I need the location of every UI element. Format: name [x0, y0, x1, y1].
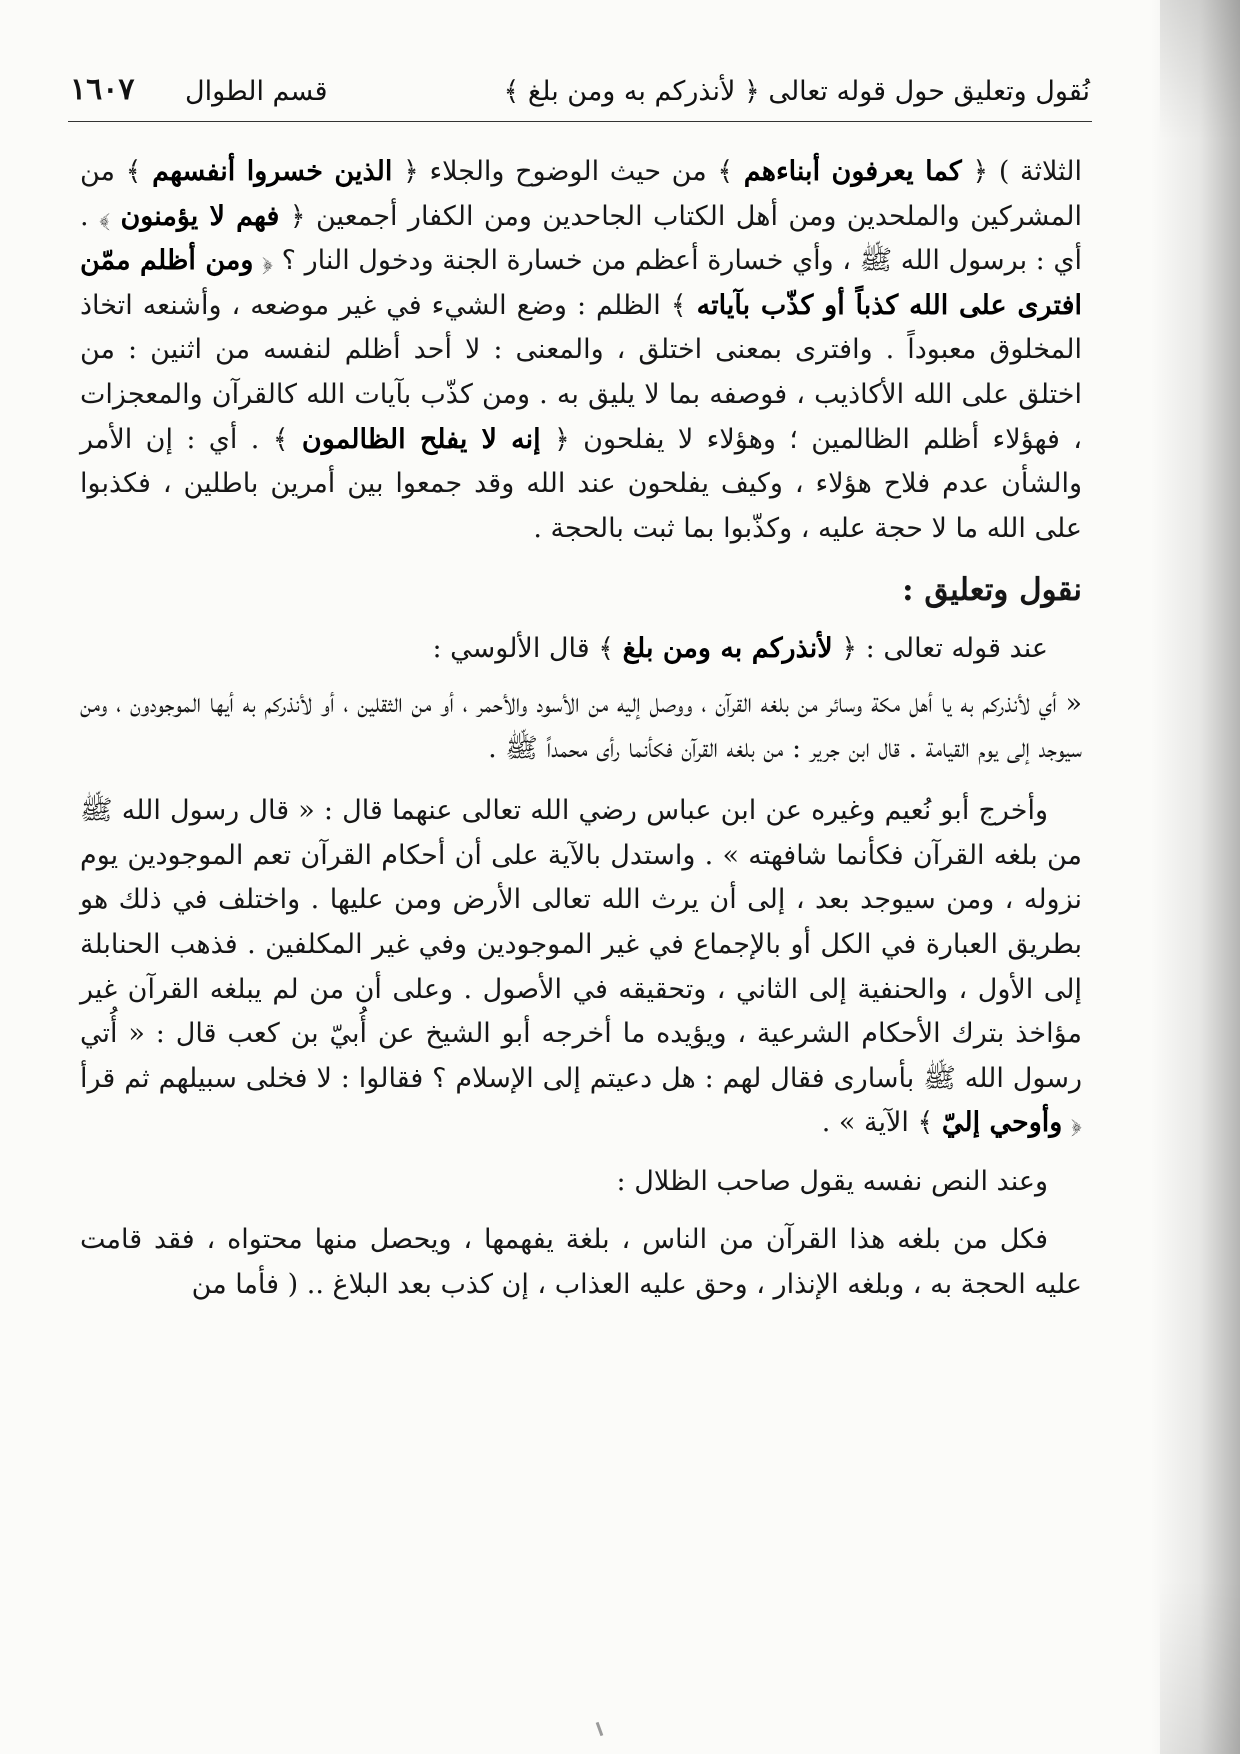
text-run: عند قوله تعالى : ﴿ — [832, 633, 1048, 665]
header-rule — [68, 121, 1092, 122]
text-run: ﴾ الآية » . — [821, 1107, 942, 1139]
page-edge-vignette — [1160, 0, 1240, 1754]
running-header — [70, 72, 1090, 116]
paragraph-intro — [80, 627, 1082, 672]
quran-quote: ومن أظلم ممّن افترى على الله كذباً أو كذّب بآياته — [80, 245, 1083, 321]
text-run: ﴾ من المشركين والملحدين ومن أهل الكتاب الجاحدين ومن الكفار أجمعين ﴿ — [80, 156, 1083, 232]
paragraph-commentary — [80, 150, 1082, 551]
paragraph-alusi-quote: « أي لأنذركم به يا أهل مكة وسائر من بلغه القرآن ، ووصل إليه من الأسود والأحمر ، أو من الثقلين ، أو لأنذركم به أيها الموجودون ، ومن سيوجد إلى يوم القيامة . قال ابن جرير : من بلغه القرآن فكأنما رأى محمداً ﷺ . — [80, 687, 1082, 764]
text-run: الثلاثة ) ﴿ — [961, 156, 1082, 187]
paragraph-narration — [80, 789, 1082, 1146]
text-run: ﴾ قال الألوسي : — [432, 633, 623, 665]
text-run: ﴾ من حيث الوضوح والجلاء ﴿ — [392, 156, 744, 187]
quran-quote: الذين خسروا أنفسهم — [152, 156, 393, 187]
quran-quote: لأنذركم به ومن بلغ — [622, 633, 833, 665]
text-run: ﴾ الظلم : وضع الشيء في غير موضعه ، وأشنعه اتخاذ المخلوق معبوداً . وافترى بمعنى اختلق ، والمعنى : لا أحد أظلم لنفسه من اثنين : من اختلق على الله الأكاذيب ، فوصفه بما لا يليق به . ومن كذّب بآيات الله كالقرآن والمعجزات ، فهؤلاء أظلم الظالمين ؛ وهؤلاء لا يفلحون ﴿ — [80, 289, 1082, 455]
section-heading: نقول وتعليق : — [902, 572, 1082, 609]
paragraph-zilal-quote: فكل من بلغه هذا القرآن من الناس ، بلغة يفهمها ، ويحصل منها محتواه ، فقد قامت عليه الحجة به ، وبلغه الإنذار ، وحق عليه العذاب ، إن كذب بعد البلاغ .. ( فأما من — [80, 1224, 1082, 1301]
text-run: ﴾ . أي : برسول الله ﷺ ، وأي خسارة أعظم من خسارة الجنة ودخول النار ؟ ﴿ — [80, 200, 1082, 277]
quran-quote: وأوحي إليّ — [941, 1107, 1063, 1139]
quran-quote: كما يعرفون أبناءهم — [743, 156, 962, 187]
quran-quote: إنه لا يفلح الظالمون — [301, 423, 541, 455]
text-run: وأخرج أبو نُعيم وغيره عن ابن عباس رضي الله تعالى عنهما قال : « قال رسول الله ﷺ من بلغه القرآن فكأنما شافهته » . واستدل بالآية على أن أحكام القرآن تعم الموجودين يوم نزوله ، ومن سيوجد بعد ، إلى أن يرث الله تعالى الأرض ومن عليها . واختلف في ذلك هو بطريق العبارة في الكل أو بالإجماع في غير الموجودين وفي غير المكلفين . فذهب الحنابلة إلى الأول ، والحنفية إلى الثاني ، وتحقيقه في الأصول . وعلى أن من لم يبلغه القرآن غير مؤاخذ بترك الأحكام الشرعية ، ويؤيده ما أخرجه أبو الشيخ عن أُبيّ بن كعب قال : « أُتي رسول الله ﷺ بأسارى فقال لهم : هل دعيتم إلى الإسلام ؟ فقالوا : لا فخلى سبيلهم ثم قرأ ﴿ — [80, 795, 1082, 1139]
text-run: ﴾ . أي : إن الأمر والشأن عدم فلاح هؤلاء ، وكيف يفلحون عند الله وقد جمعوا بين أمرين باطلين ، فكذبوا على الله ما لا حجة عليه ، وكذّبوا بما ثبت بالحجة . — [80, 423, 1082, 544]
quran-quote: فهم لا يؤمنون — [120, 200, 280, 232]
scan-mark — [596, 1722, 604, 1736]
page-body — [80, 150, 1082, 1308]
page-number: ١٦٠٧ — [70, 72, 135, 107]
header-title: نُقول وتعليق حول قوله تعالى ﴿ لأنذركم به ومن بلغ ﴾ — [503, 76, 1090, 107]
paragraph-zilal-intro: وعند النص نفسه يقول صاحب الظلال : — [616, 1165, 1048, 1197]
header-section-name: قسم الطوال — [185, 76, 328, 107]
